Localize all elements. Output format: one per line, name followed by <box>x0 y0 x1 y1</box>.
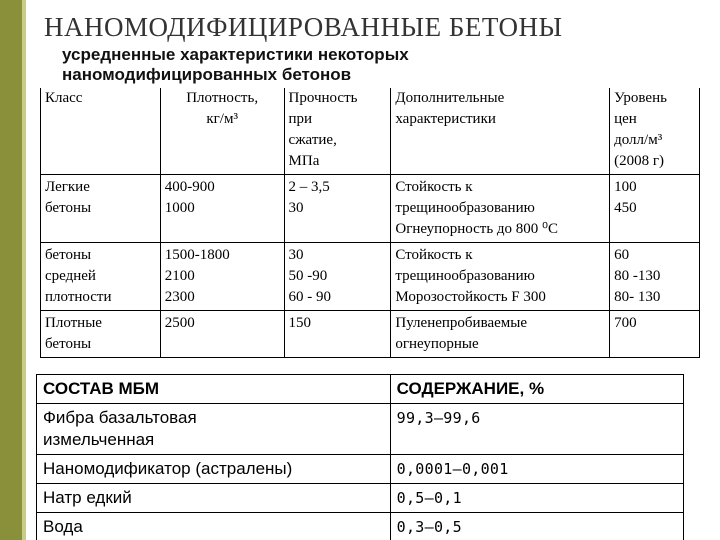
cell-text: Вода <box>43 517 83 536</box>
cell-text: 400-900 <box>164 179 215 195</box>
cell-component <box>37 404 391 455</box>
cell-strength <box>284 175 391 243</box>
cell-text: 700 <box>614 315 637 331</box>
header-text: характеристики <box>395 111 496 127</box>
cell-text: 30 <box>288 247 304 263</box>
cell-text: 2100 <box>164 268 195 284</box>
header-text: долл/м³ <box>614 132 663 148</box>
cell-strength <box>284 243 391 311</box>
table-header-row <box>37 375 684 404</box>
cell-text: трещинообразованию <box>395 268 535 284</box>
cell-density <box>160 175 284 243</box>
header-price <box>610 88 700 175</box>
cell-class <box>41 175 161 243</box>
subtitle-line: усредненные характеристики некоторых <box>62 45 409 64</box>
header-text: Уровень <box>614 90 667 106</box>
cell-text: Пуленепробиваемые <box>395 315 527 331</box>
table-header-row <box>41 88 700 175</box>
cell-text: Наномодификатор (астралены) <box>43 459 293 478</box>
cell-price <box>610 311 700 358</box>
header-text: (2008 г) <box>614 153 665 169</box>
slide-subtitle <box>62 45 422 85</box>
cell-text: Натр едкий <box>43 488 132 507</box>
cell-text: 1500-1800 <box>164 247 230 263</box>
header-class <box>41 88 161 175</box>
header-text: при <box>288 111 313 127</box>
cell-text: 1000 <box>164 200 195 216</box>
cell-extra <box>391 311 610 358</box>
cell-text: Стойкость к <box>395 247 473 263</box>
cell-text: 150 <box>288 315 312 331</box>
cell-text: бетоны <box>45 200 92 216</box>
table-row <box>37 404 684 455</box>
cell-class <box>41 243 161 311</box>
cell-text: 450 <box>614 200 637 216</box>
cell-content: 0,0001–0,001 <box>390 455 683 484</box>
cell-text: 2 – 3,5 <box>288 179 330 195</box>
cell-price <box>610 175 700 243</box>
cell-component <box>37 484 391 513</box>
table-row <box>41 311 700 358</box>
cell-component <box>37 513 391 540</box>
header-density <box>160 88 284 175</box>
header-text: сжатие, <box>288 132 337 148</box>
cell-content: 0,5–0,1 <box>390 484 683 513</box>
table-row <box>37 484 684 513</box>
cell-text: 80- 130 <box>614 289 661 305</box>
header-text: Прочность <box>288 90 358 106</box>
cell-text: бетоны <box>45 247 92 263</box>
cell-density <box>160 311 284 358</box>
cell-extra <box>391 243 610 311</box>
cell-component <box>37 455 391 484</box>
header-text: цен <box>614 111 637 127</box>
header-component: СОСТАВ МБМ <box>37 375 391 404</box>
header-text: кг/м³ <box>206 111 238 127</box>
cell-text: 2500 <box>164 315 195 331</box>
table-row <box>41 243 700 311</box>
cell-class <box>41 311 161 358</box>
cell-text: бетоны <box>45 336 92 352</box>
cell-density <box>160 243 284 311</box>
cell-text: Легкие <box>45 179 90 195</box>
cell-text: трещинообразованию <box>395 200 535 216</box>
cell-text: 80 -130 <box>614 268 661 284</box>
accent-bar-shade <box>22 0 26 540</box>
cell-text: 100 <box>614 179 637 195</box>
concrete-characteristics-table <box>40 88 700 358</box>
cell-text: Огнеупорность до 800 ⁰С <box>395 221 559 237</box>
header-content: СОДЕРЖАНИЕ, % <box>390 375 683 404</box>
cell-text: 50 -90 <box>288 268 328 284</box>
accent-bar <box>0 0 22 540</box>
header-text: Дополнительные <box>395 90 505 106</box>
cell-content: 0,3–0,5 <box>390 513 683 540</box>
cell-text: огнеупорные <box>395 336 479 352</box>
header-strength <box>284 88 391 175</box>
cell-text: Плотные <box>45 315 102 331</box>
cell-price <box>610 243 700 311</box>
cell-text: 60 - 90 <box>288 289 332 305</box>
table-row <box>41 175 700 243</box>
cell-text: Стойкость к <box>395 179 473 195</box>
cell-extra <box>391 175 610 243</box>
cell-content: 99,3–99,6 <box>390 404 683 455</box>
cell-text: 60 <box>614 247 630 263</box>
cell-text: Фибра базальтовая <box>43 408 197 427</box>
slide-title: НАНОМОДИФИЦИРОВАННЫЕ БЕТОНЫ <box>44 12 563 42</box>
header-text: Плотность, <box>186 90 259 106</box>
cell-strength <box>284 311 391 358</box>
cell-text: плотности <box>45 289 112 305</box>
mbm-composition-table <box>36 374 684 540</box>
table-row <box>37 455 684 484</box>
cell-text: 30 <box>288 200 304 216</box>
table-row <box>37 513 684 540</box>
header-text: Класс <box>45 90 83 106</box>
header-text: МПа <box>288 153 320 169</box>
cell-text: 2300 <box>164 289 195 305</box>
subtitle-line: наномодифицированных бетонов <box>62 65 352 84</box>
cell-text: измельченная <box>43 430 155 449</box>
cell-text: средней <box>45 268 96 284</box>
header-extra <box>391 88 610 175</box>
cell-text: Морозостойкость F 300 <box>395 289 546 305</box>
